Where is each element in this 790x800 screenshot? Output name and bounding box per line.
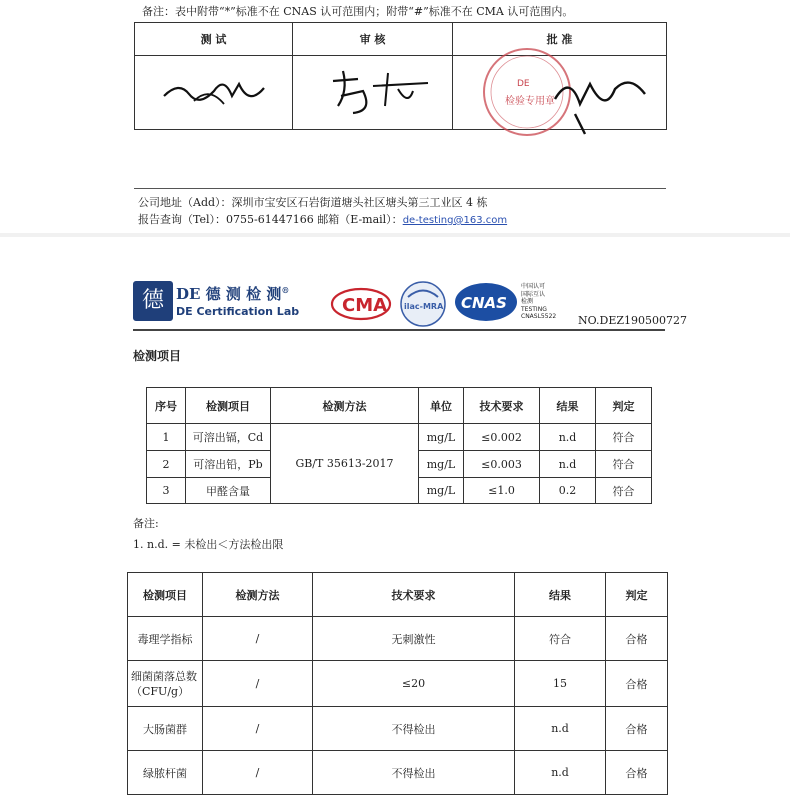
cell-verdict: 符合 xyxy=(596,478,652,504)
cell-requirement: 不得检出 xyxy=(313,707,515,751)
cnas-logo xyxy=(453,281,519,327)
cell-method: / xyxy=(203,617,313,661)
cell-no: 1 xyxy=(147,424,186,451)
report-number: NO.DEZ190500727 xyxy=(578,314,687,327)
cell-unit: mg/L xyxy=(419,478,464,504)
contact-tel: 报告查询（Tel）：0755-61447166 邮箱（E-mail）： xyxy=(138,213,403,226)
cell-method: / xyxy=(203,751,313,795)
cell-result: 15 xyxy=(515,661,606,707)
cell-verdict: 合格 xyxy=(606,707,668,751)
cell-method: GB/T 35613-2017 xyxy=(271,424,419,504)
cnas-caption-line: CNASL5522 xyxy=(521,313,557,320)
signature-approver xyxy=(453,56,667,130)
cnas-logo-text: CNAS xyxy=(461,294,507,312)
contact-line xyxy=(138,211,507,227)
test-items-table xyxy=(146,387,652,504)
cma-logo xyxy=(330,287,392,325)
ilac-mra-logo xyxy=(398,279,448,333)
sig-header-approve: 批 准 xyxy=(453,23,667,56)
signature-reviewer-image xyxy=(313,61,433,121)
registered-mark: ® xyxy=(281,285,290,295)
col-header-item: 检测项目 xyxy=(128,573,203,617)
signature-table xyxy=(134,22,667,130)
cnas-caption-line: 国际互认 xyxy=(521,290,546,298)
cell-requirement: 不得检出 xyxy=(313,751,515,795)
cell-result: n.d xyxy=(515,707,606,751)
cell-verdict: 合格 xyxy=(606,661,668,707)
footer-divider xyxy=(134,188,666,189)
cnas-caption-line: 检测 xyxy=(521,298,534,305)
cell-result: 0.2 xyxy=(540,478,596,504)
table-row xyxy=(147,424,652,451)
brand-name-cn xyxy=(176,283,289,304)
cell-verdict: 合格 xyxy=(606,751,668,795)
cell-method: / xyxy=(203,661,313,707)
de-logo-char: 德 xyxy=(141,288,164,313)
report-page-1 xyxy=(134,0,666,235)
col-header-result: 结果 xyxy=(540,388,596,424)
table-row xyxy=(128,707,668,751)
brand-cn-text: DE 德 测 检 测 xyxy=(176,285,282,303)
cell-result: n.d xyxy=(540,451,596,478)
svg-text:DE: DE xyxy=(517,79,530,89)
cnas-caption-line: 中国认可 xyxy=(521,283,546,290)
note-nd-definition: 1. n.d. = 未检出＜方法检出限 xyxy=(133,538,284,551)
sig-header-test: 测 试 xyxy=(135,23,293,56)
col-header-method: 检测方法 xyxy=(203,573,313,617)
cell-item: 绿脓杆菌 xyxy=(128,751,203,795)
company-address: 公司地址（Add）：深圳市宝安区石岩街道塘头社区塘头第三工业区 4 栋 xyxy=(138,196,488,209)
table-row xyxy=(128,661,668,707)
cell-item: 毒理学指标 xyxy=(128,617,203,661)
cell-requirement: ≤1.0 xyxy=(464,478,540,504)
cell-result: 符合 xyxy=(515,617,606,661)
brand-name-en: DE Certification Lab xyxy=(176,305,300,318)
cell-item: 可溶出铅，Pb xyxy=(186,451,271,478)
notes-label: 备注: xyxy=(133,517,159,530)
header-divider xyxy=(133,329,665,331)
approval-seal-and-signature xyxy=(455,44,665,139)
col-header-verdict: 判定 xyxy=(596,388,652,424)
col-header-method: 检测方法 xyxy=(271,388,419,424)
svg-text:检验专用章: 检验专用章 xyxy=(505,96,555,107)
microbiology-table xyxy=(127,572,668,795)
remark-text: 备注：表中附带“*”标准不在 CNAS 认可范围内；附带“#”标准不在 CMA 认可范围内。 xyxy=(142,5,574,18)
report-page-2 xyxy=(0,237,790,800)
cell-result: n.d xyxy=(515,751,606,795)
cell-unit: mg/L xyxy=(419,451,464,478)
cell-requirement: 无刺激性 xyxy=(313,617,515,661)
cell-requirement: ≤20 xyxy=(313,661,515,707)
table-row xyxy=(128,751,668,795)
cell-item: 细菌菌落总数（CFU/g） xyxy=(128,661,203,707)
cell-verdict: 合格 xyxy=(606,617,668,661)
col-header-item: 检测项目 xyxy=(186,388,271,424)
cell-verdict: 符合 xyxy=(596,424,652,451)
cnas-caption-line: TESTING xyxy=(521,305,547,313)
cell-requirement: ≤0.003 xyxy=(464,451,540,478)
section-title: 检测项目 xyxy=(133,349,182,363)
cnas-caption xyxy=(521,283,556,321)
cell-verdict: 符合 xyxy=(596,451,652,478)
cell-item: 甲醛含量 xyxy=(186,478,271,504)
table-row xyxy=(128,617,668,661)
col-header-no: 序号 xyxy=(147,388,186,424)
cell-item: 大肠菌群 xyxy=(128,707,203,751)
sig-header-review: 审 核 xyxy=(293,23,453,56)
signature-tester-image xyxy=(154,66,274,116)
cell-result: n.d xyxy=(540,424,596,451)
col-header-requirement: 技术要求 xyxy=(313,573,515,617)
cell-requirement: ≤0.002 xyxy=(464,424,540,451)
de-logo xyxy=(133,281,173,321)
cell-no: 2 xyxy=(147,451,186,478)
col-header-unit: 单位 xyxy=(419,388,464,424)
cell-unit: mg/L xyxy=(419,424,464,451)
signature-tester xyxy=(135,56,293,130)
cell-method: / xyxy=(203,707,313,751)
cell-no: 3 xyxy=(147,478,186,504)
cell-item: 可溶出镉，Cd xyxy=(186,424,271,451)
col-header-result: 结果 xyxy=(515,573,606,617)
ilac-mra-text: ilac-MRA xyxy=(404,302,444,311)
col-header-verdict: 判定 xyxy=(606,573,668,617)
cma-logo-text: CMA xyxy=(342,295,388,316)
signature-reviewer xyxy=(293,56,453,130)
col-header-requirement: 技术要求 xyxy=(464,388,540,424)
contact-email-link[interactable]: de-testing@163.com xyxy=(402,215,508,226)
